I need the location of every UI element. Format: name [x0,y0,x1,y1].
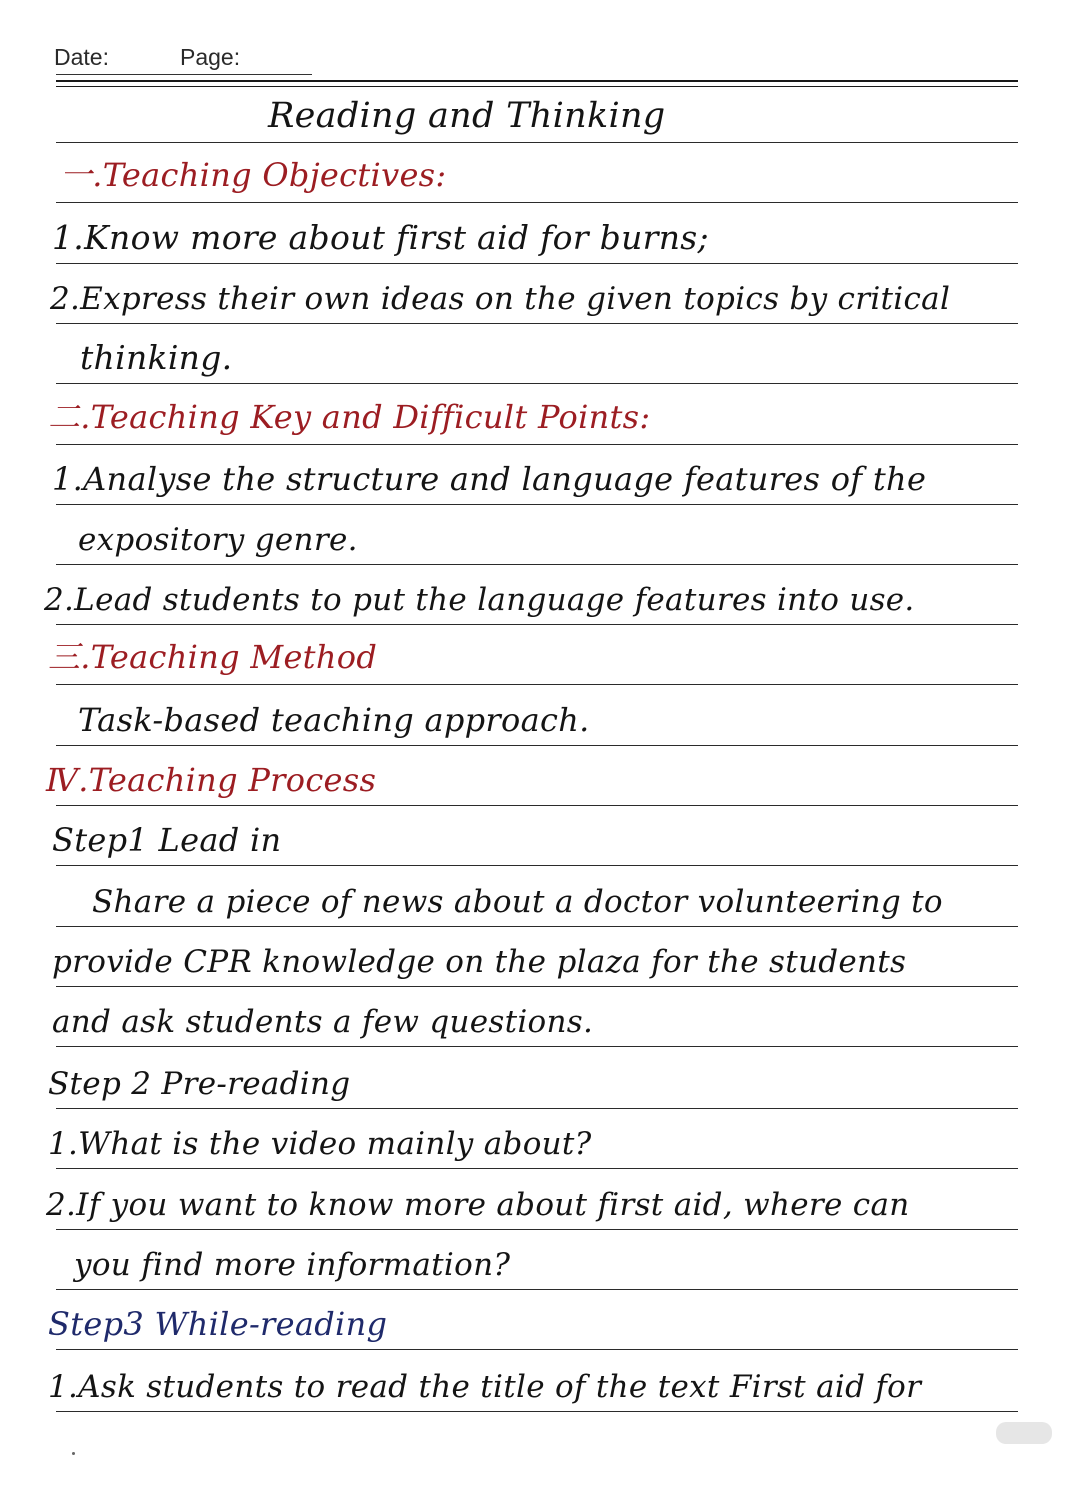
note-text: 1.Ask students to read the title of the text First aid for [48,1369,922,1405]
note-text: and ask students a few questions. [52,1004,594,1040]
header-underline [56,74,312,75]
note-line-1 [0,86,1080,142]
ruled-line [56,986,1018,987]
note-line-6 [0,388,1080,444]
page-title: Reading and Thinking [268,96,666,136]
ruled-line [56,926,1018,927]
ruled-line [56,1411,1018,1412]
note-line-10 [0,628,1080,684]
note-line-16 [0,990,1080,1046]
note-line-13 [0,809,1080,865]
note-text: you find more information? [74,1247,511,1283]
note-text: 1.Know more about first aid for burns; [52,218,709,257]
ruled-line [56,142,1018,143]
note-text: provide CPR knowledge on the plaza for the students [52,944,907,980]
note-text: 2.Express their own ideas on the given topics by critical [50,281,951,317]
date-label: Date: [54,44,109,70]
note-line-21 [0,1293,1080,1349]
note-line-2 [0,146,1080,202]
section-heading: Step3 While-reading [48,1305,388,1343]
note-text: 2.If you want to know more about first aid, where can [46,1187,910,1223]
ruled-line [56,1046,1018,1047]
note-line-9 [0,568,1080,624]
note-text: Task-based teaching approach. [78,701,590,739]
ruled-line [56,745,1018,746]
ruled-line [56,1108,1018,1109]
note-line-22 [0,1355,1080,1411]
note-text: 1.What is the video mainly about? [48,1126,592,1162]
ruled-line [56,1229,1018,1230]
note-text: Step 2 Pre-reading [48,1066,351,1102]
note-text: 2.Lead students to put the language features into use. [44,582,915,618]
note-line-20 [0,1233,1080,1289]
ruled-line [56,624,1018,625]
note-text: 1.Analyse the structure and language features of the [52,460,927,498]
ruled-line [56,202,1018,203]
ruled-line [56,323,1018,324]
note-text: expository genre. [78,522,358,558]
note-line-15 [0,930,1080,986]
note-line-3 [0,207,1080,263]
ruled-line [56,1349,1018,1350]
header-rule [56,80,1018,82]
note-line-4 [0,267,1080,323]
note-line-17 [0,1052,1080,1108]
ruled-line [56,865,1018,866]
ruled-line [56,504,1018,505]
note-line-19 [0,1173,1080,1229]
note-line-14 [0,870,1080,926]
note-text: thinking. [80,338,233,377]
ruled-line [56,1168,1018,1169]
section-heading: 二.Teaching Key and Difficult Points: [48,398,651,436]
ruled-line [56,805,1018,806]
note-line-18 [0,1112,1080,1168]
note-line-11 [0,689,1080,745]
note-text: Share a piece of news about a doctor volunteering to [92,884,943,920]
note-text: Step1 Lead in [52,821,282,859]
ruled-line [56,684,1018,685]
page-label: Page: [180,44,241,70]
section-heading: 三.Teaching Method [48,638,378,676]
note-line-5 [0,327,1080,383]
note-line-7 [0,448,1080,504]
section-heading: Ⅳ.Teaching Process [46,761,377,799]
ruled-line [56,263,1018,264]
watermark-badge [996,1422,1052,1444]
ruled-line [56,1289,1018,1290]
section-heading: 一.Teaching Objectives: [60,156,447,194]
ruled-line [56,444,1018,445]
ruled-line [56,383,1018,384]
ink-dot [72,1452,75,1455]
note-line-12 [0,749,1080,805]
note-line-8 [0,508,1080,564]
ruled-line [56,564,1018,565]
